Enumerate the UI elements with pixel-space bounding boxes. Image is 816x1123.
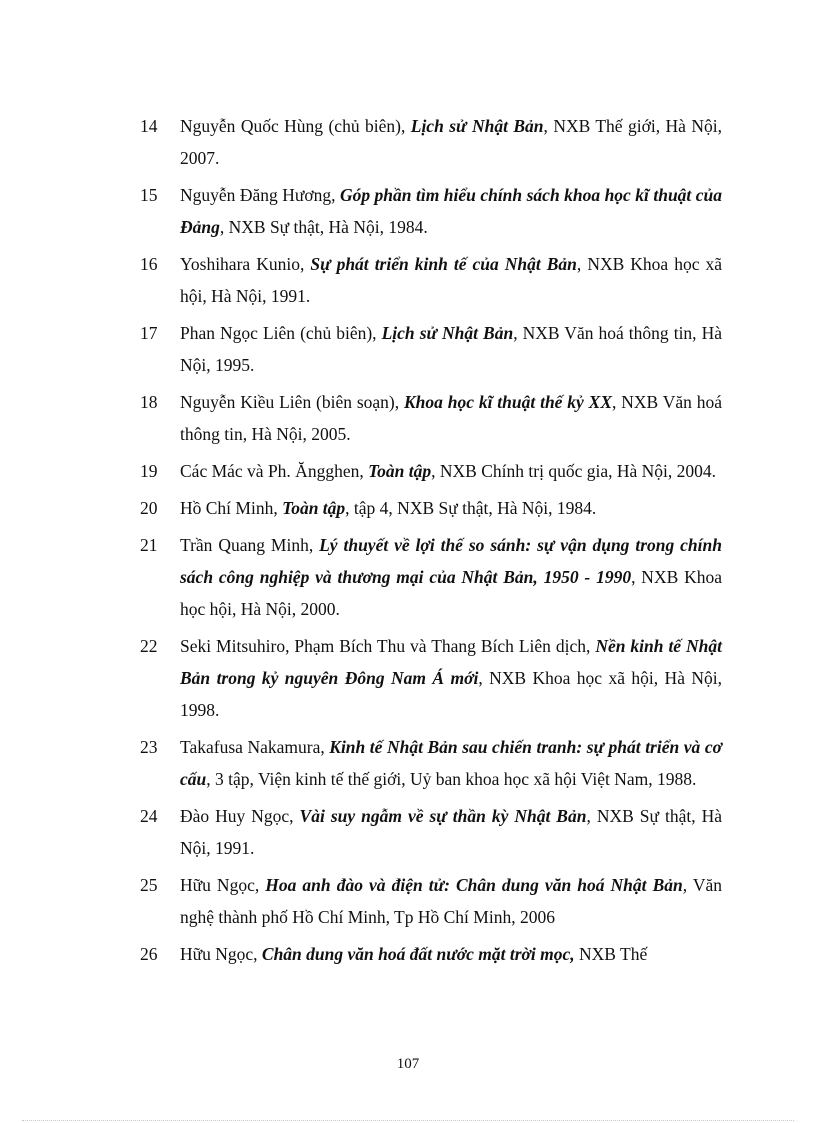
reference-title: Lịch sử Nhật Bản — [381, 323, 514, 343]
reference-number: 20 — [140, 498, 158, 518]
reference-number: 23 — [140, 737, 158, 757]
reference-item — [140, 110, 722, 174]
reference-text — [180, 938, 722, 970]
reference-text — [180, 630, 722, 726]
reference-item — [140, 179, 722, 243]
reference-number: 14 — [140, 116, 158, 136]
reference-item — [140, 731, 722, 795]
reference-text — [180, 869, 722, 933]
reference-text — [180, 800, 722, 864]
reference-text — [180, 179, 722, 243]
reference-item — [140, 386, 722, 450]
reference-details: , NXB Khoa học hội, Hà Nội, 2000. — [180, 567, 722, 619]
reference-item — [140, 800, 722, 864]
reference-title: Hoa anh đào và điện tử: Chân dung văn hoá Nhật Bản — [265, 875, 683, 895]
reference-item — [140, 492, 722, 524]
reference-details: , NXB Khoa học xã hội, Hà Nội, 1991. — [180, 254, 723, 306]
reference-author: Yoshihara Kunio, — [180, 254, 311, 274]
reference-item — [140, 869, 722, 933]
reference-number: 16 — [140, 254, 158, 274]
reference-text — [180, 317, 722, 381]
reference-title: Sự phát triển kinh tế của Nhật Bản — [310, 254, 577, 274]
reference-title: Khoa học kĩ thuật thế kỷ XX — [403, 392, 613, 412]
reference-number: 24 — [140, 806, 158, 826]
page-number: 107 — [396, 1056, 420, 1072]
reference-author: Hồ Chí Minh, — [180, 498, 283, 518]
reference-text — [180, 731, 722, 795]
reference-text — [180, 110, 722, 174]
reference-number: 17 — [140, 323, 158, 343]
reference-title: Kinh tế Nhật Bản sau chiến tranh: sự phát triển và cơ cấu — [180, 737, 722, 789]
reference-author: Nguyễn Kiều Liên (biên soạn), — [180, 392, 404, 412]
reference-title: Lý thuyết về lợi thế so sánh: sự vận dụng trong chính sách công nghiệp và thương mại của Nhật Bản, 1950 - 1990 — [180, 535, 722, 587]
reference-text — [180, 248, 722, 312]
reference-author: Các Mác và Ph. Ăngghen, — [180, 461, 369, 481]
reference-number: 19 — [140, 461, 158, 481]
reference-title: Chân dung văn hoá đất nước mặt trời mọc, — [261, 944, 575, 964]
reference-title: Lịch sử Nhật Bản — [410, 116, 544, 136]
reference-number: 22 — [140, 636, 158, 656]
reference-details: , 3 tập, Viện kinh tế thế giới, Uỷ ban khoa học xã hội Việt Nam, 1988. — [206, 769, 697, 789]
reference-details: NXB Thế — [574, 944, 648, 964]
reference-number: 15 — [140, 185, 158, 205]
reference-author: Trần Quang Minh, — [180, 535, 320, 555]
reference-item — [140, 938, 722, 970]
reference-title: Toàn tập — [282, 498, 346, 518]
reference-item — [140, 529, 722, 625]
reference-text — [180, 455, 722, 487]
reference-item — [140, 317, 722, 381]
reference-text — [180, 492, 722, 524]
reference-author: Hữu Ngọc, — [180, 944, 262, 964]
reference-details: , NXB Văn hoá thông tin, Hà Nội, 2005. — [180, 392, 722, 444]
footer-divider — [22, 1120, 794, 1121]
reference-number: 25 — [140, 875, 158, 895]
reference-details: , NXB Văn hoá thông tin, Hà Nội, 1995. — [180, 323, 723, 375]
reference-title: Nền kinh tế Nhật Bản trong kỷ nguyên Đông Nam Á mới — [180, 636, 723, 688]
reference-author: Phan Ngọc Liên (chủ biên), — [180, 323, 382, 343]
reference-title: Vài suy ngẫm về sự thần kỳ Nhật Bản — [299, 806, 587, 826]
reference-title: Góp phần tìm hiểu chính sách khoa học kĩ thuật của Đảng — [180, 185, 723, 237]
reference-text — [180, 529, 722, 625]
reference-number: 26 — [140, 944, 158, 964]
reference-details: , NXB Thế giới, Hà Nội, 2007. — [180, 116, 722, 168]
reference-author: Nguyễn Đăng Hương, — [180, 185, 340, 205]
reference-author: Hữu Ngọc, — [180, 875, 266, 895]
reference-author: Seki Mitsuhiro, Phạm Bích Thu và Thang Bích Liên dịch, — [180, 636, 596, 656]
reference-author: Takafusa Nakamura, — [180, 737, 330, 757]
reference-number: 18 — [140, 392, 158, 412]
reference-details: , NXB Sự thật, Hà Nội, 1991. — [180, 806, 722, 858]
reference-details: , tập 4, NXB Sự thật, Hà Nội, 1984. — [345, 498, 597, 518]
reference-item — [140, 248, 722, 312]
reference-title: Toàn tập — [368, 461, 432, 481]
reference-number: 21 — [140, 535, 158, 555]
reference-details: , NXB Khoa học xã hội, Hà Nội, 1998. — [180, 668, 722, 720]
reference-details: , NXB Sự thật, Hà Nội, 1984. — [219, 217, 428, 237]
reference-details: , NXB Chính trị quốc gia, Hà Nội, 2004. — [431, 461, 716, 481]
reference-item — [140, 455, 722, 487]
reference-list — [140, 110, 722, 975]
reference-author: Nguyễn Quốc Hùng (chủ biên), — [180, 116, 411, 136]
reference-text — [180, 386, 722, 450]
reference-details: , Văn nghệ thành phố Hồ Chí Minh, Tp Hồ Chí Minh, 2006 — [180, 875, 723, 927]
reference-item — [140, 630, 722, 726]
reference-author: Đào Huy Ngọc, — [180, 806, 300, 826]
